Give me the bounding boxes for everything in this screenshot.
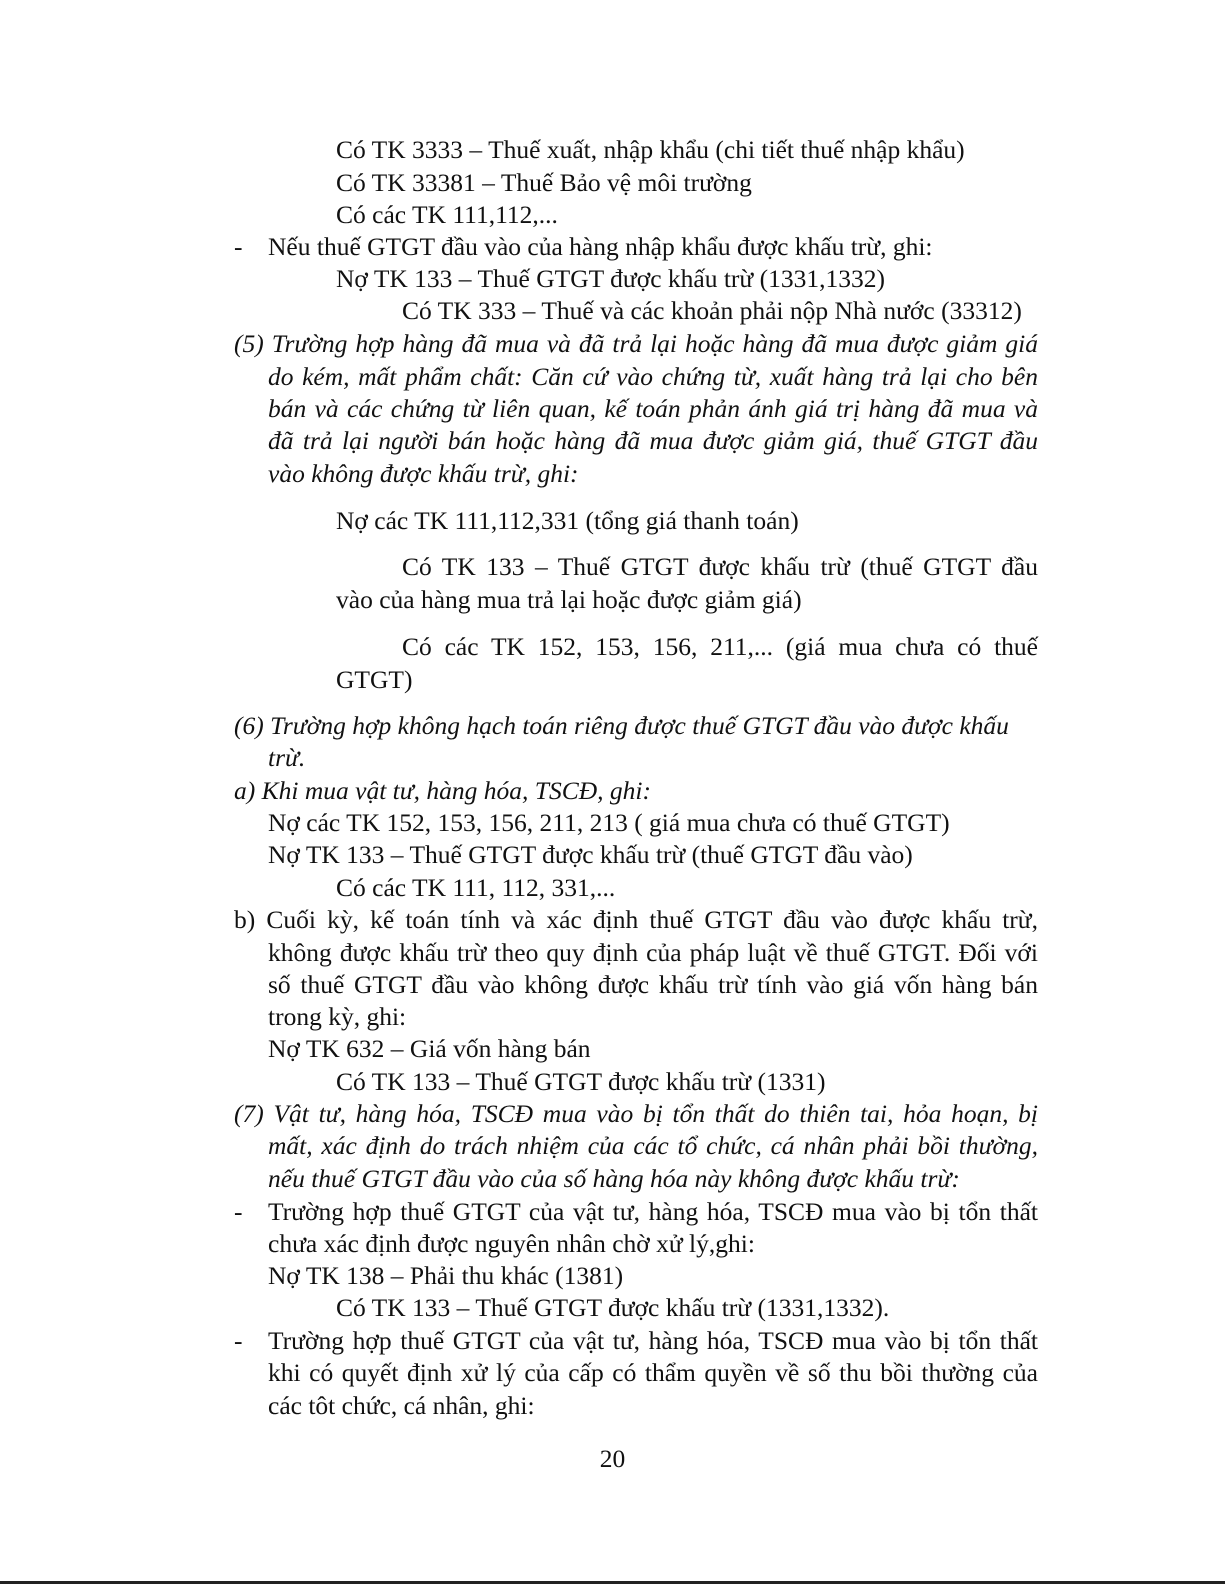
text-line: Có TK 133 – Thuế GTGT được khấu trừ (1331,1332). [336, 1293, 890, 1322]
text-line: đã trả lại người bán hoặc hàng đã mua được giảm giá, thuế GTGT đầu [268, 426, 1038, 455]
heading-item-6: (6) Trường hợp không hạch toán riêng được thuế GTGT đầu vào được khấu [234, 711, 1009, 740]
text-line: mất, xác định do trách nhiệm của các tổ chức, cá nhân phải bồi thường, [268, 1131, 1038, 1160]
text-line: Nợ các TK 152, 153, 156, 211, 213 ( giá mua chưa có thuế GTGT) [268, 808, 950, 837]
text-line: Có TK 133 – Thuế GTGT được khấu trừ (thuế GTGT đầu [402, 552, 1038, 581]
text-line: Nếu thuế GTGT đầu vào của hàng nhập khẩu được khấu trừ, ghi: [268, 232, 933, 261]
bullet-dash: - [234, 1326, 243, 1355]
bottom-edge-line [0, 1581, 1225, 1584]
text-line: nếu thuế GTGT đầu vào của số hàng hóa này không được khấu trừ: [268, 1164, 960, 1193]
text-line: GTGT) [336, 665, 413, 694]
text-line: Có các TK 111,112,... [336, 200, 558, 229]
text-line: trừ. [268, 743, 306, 772]
text-line: không được khấu trừ theo quy định của pháp luật về thuế GTGT. Đối với [268, 938, 1038, 967]
text-line: vào không được khấu trừ, ghi: [268, 459, 579, 488]
text-line: Trường hợp thuế GTGT của vật tư, hàng hóa, TSCĐ mua vào bị tổn thất [268, 1326, 1038, 1355]
text-line: Nợ TK 138 – Phải thu khác (1381) [268, 1261, 624, 1290]
text-line: Có TK 133 – Thuế GTGT được khấu trừ (1331) [336, 1067, 826, 1096]
text-line: chưa xác định được nguyên nhân chờ xử lý,ghi: [268, 1229, 755, 1258]
subheading-b: b) Cuối kỳ, kế toán tính và xác định thuế GTGT đầu vào được khấu trừ, [234, 905, 1038, 934]
subheading-a: a) Khi mua vật tư, hàng hóa, TSCĐ, ghi: [234, 776, 651, 805]
text-line: Có các TK 152, 153, 156, 211,... (giá mua chưa có thuế [402, 632, 1038, 661]
text-line: Có TK 3333 – Thuế xuất, nhập khẩu (chi tiết thuế nhập khẩu) [336, 135, 965, 164]
text-line: Trường hợp thuế GTGT của vật tư, hàng hóa, TSCĐ mua vào bị tổn thất [268, 1197, 1038, 1226]
bullet-dash: - [234, 232, 243, 261]
text-line: Có TK 333 – Thuế và các khoản phải nộp Nhà nước (33312) [402, 296, 1022, 325]
text-line: Nợ các TK 111,112,331 (tổng giá thanh toán) [336, 506, 799, 535]
text-line: Có TK 33381 – Thuế Bảo vệ môi trường [336, 168, 752, 197]
text-line: Nợ TK 133 – Thuế GTGT được khấu trừ (1331,1332) [336, 264, 885, 293]
bullet-dash: - [234, 1197, 243, 1226]
text-line: Nợ TK 133 – Thuế GTGT được khấu trừ (thuế GTGT đầu vào) [268, 840, 913, 869]
text-line: khi có quyết định xử lý của cấp có thẩm quyền về số thu bồi thường của [268, 1358, 1038, 1387]
text-line: do kém, mất phẩm chất: Căn cứ vào chứng từ, xuất hàng trả lại cho bên [268, 362, 1038, 391]
text-line: trong kỳ, ghi: [268, 1002, 407, 1031]
page-number: 20 [599, 1444, 626, 1473]
text-line: số thuế GTGT đầu vào không được khấu trừ tính vào giá vốn hàng bán [268, 970, 1038, 999]
text-line: các tôt chức, cá nhân, ghi: [268, 1391, 535, 1420]
text-line: Nợ TK 632 – Giá vốn hàng bán [268, 1034, 591, 1063]
text-line: bán và các chứng từ liên quan, kế toán phản ánh giá trị hàng đã mua và [268, 394, 1038, 423]
heading-item-7: (7) Vật tư, hàng hóa, TSCĐ mua vào bị tổn thất do thiên tai, hỏa hoạn, bị [234, 1099, 1038, 1128]
text-line: vào của hàng mua trả lại hoặc được giảm giá) [336, 585, 802, 614]
text-line: Có các TK 111, 112, 331,... [336, 873, 616, 902]
heading-item-5: (5) Trường hợp hàng đã mua và đã trả lại hoặc hàng đã mua được giảm giá [234, 329, 1038, 358]
